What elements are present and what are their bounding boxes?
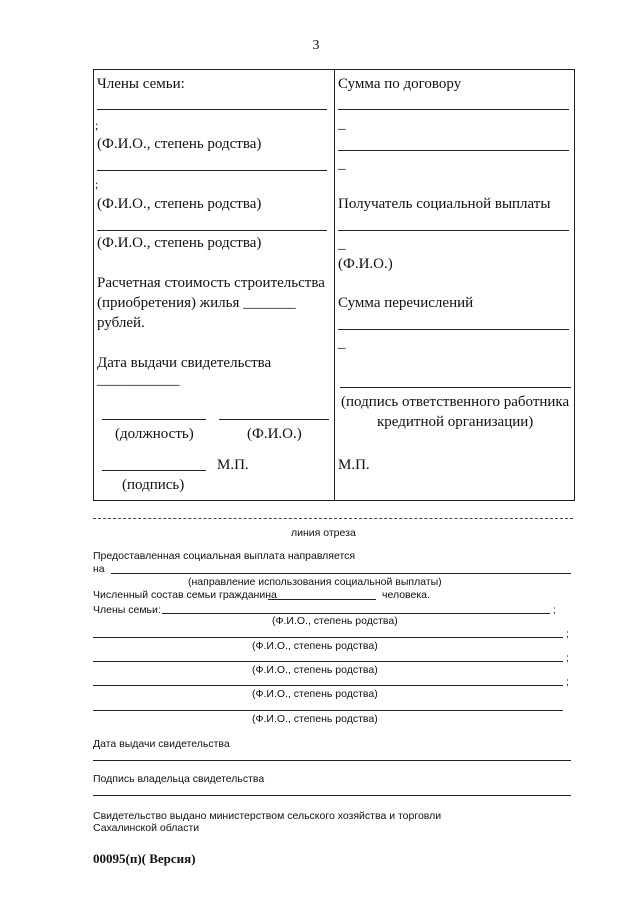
fio-relation-caption: (Ф.И.О., степень родства) [97,196,262,212]
slip-issue-date-line [93,760,571,761]
member-line [93,661,563,662]
transfer-sum-label: Сумма перечислений [338,295,474,311]
member-caption: (Ф.И.О., степень родства) [272,615,398,627]
signature-line [102,470,206,471]
member-line [162,613,550,614]
member-caption: (Ф.И.О., степень родства) [252,664,378,676]
member-caption: (Ф.И.О., степень родства) [252,640,378,652]
family-count-suffix: человека. [382,589,430,601]
slip-members-label: Члены семьи: [93,604,161,616]
position-line [102,419,206,420]
contract-sum-line [338,150,569,151]
recipient-line [338,230,569,231]
member-caption: (Ф.И.О., степень родства) [252,713,378,725]
family-members-label: Члены семьи: [97,76,185,92]
semicolon: ; [566,628,569,640]
form-code: 00095(п)( Версия) [93,851,196,866]
direction-line [111,573,571,574]
family-count-label: Численный состав семьи гражданина [93,589,277,601]
issued-by-line-2: Сахалинской области [93,822,200,834]
issued-by-line-1: Свидетельство выдано министерством сельского хозяйства и торговли [93,810,442,822]
dash-mark: _ [338,156,346,172]
semicolon: ; [95,177,99,191]
issue-date-blank: ___________ [97,372,180,388]
stamp-label: М.П. [338,457,370,473]
dash-mark: _ [338,236,346,252]
holder-signature-line [93,795,571,796]
contract-sum-line [338,109,569,110]
officer-signature-caption-1: (подпись ответственного работника [341,394,570,410]
contract-sum-label: Сумма по договору [338,76,462,92]
transfer-sum-line [338,329,569,330]
page-number: 3 [312,38,320,53]
family-member-line [97,109,327,110]
cut-line-label: линия отреза [291,527,356,539]
cost-line-1: Расчетная стоимость строительства [97,275,325,291]
member-caption: (Ф.И.О., степень родства) [252,688,378,700]
issue-date-label: Дата выдачи свидетельства [97,355,272,371]
member-line [93,637,563,638]
fio-relation-caption: (Ф.И.О., степень родства) [97,235,262,251]
semicolon: ; [553,604,556,616]
dash-mark: _ [338,116,346,132]
dash-mark: _ [338,335,346,351]
recipient-label: Получатель социальной выплаты [338,196,551,212]
recipient-fio-caption: (Ф.И.О.) [338,256,393,272]
stamp-label: М.П. [217,457,249,473]
member-line [93,685,563,686]
cost-line-2: (приобретения) жилья _______ [97,295,296,311]
member-line [93,710,563,711]
slip-issue-date-label: Дата выдачи свидетельства [93,738,230,750]
family-count-line [268,599,376,600]
holder-signature-label: Подпись владельца свидетельства [93,773,265,785]
stub-column-divider [334,69,335,501]
position-caption: (должность) [115,426,194,442]
semicolon: ; [95,118,99,132]
family-member-line [97,230,327,231]
cut-line [93,518,573,519]
fio-line [219,419,329,420]
officer-signature-line [340,387,571,388]
direction-caption: (направление использования социальной выплаты) [188,576,442,588]
on-label: на [93,563,105,575]
signature-caption: (подпись) [122,477,185,493]
officer-signature-caption-2: кредитной организации) [377,414,534,430]
cost-line-3: рублей. [97,315,145,331]
semicolon: ; [566,676,569,688]
sent-label: Предоставленная социальная выплата направляется [93,550,356,562]
family-member-line [97,170,327,171]
semicolon: ; [566,652,569,664]
fio-relation-caption: (Ф.И.О., степень родства) [97,136,262,152]
fio-caption: (Ф.И.О.) [247,426,302,442]
